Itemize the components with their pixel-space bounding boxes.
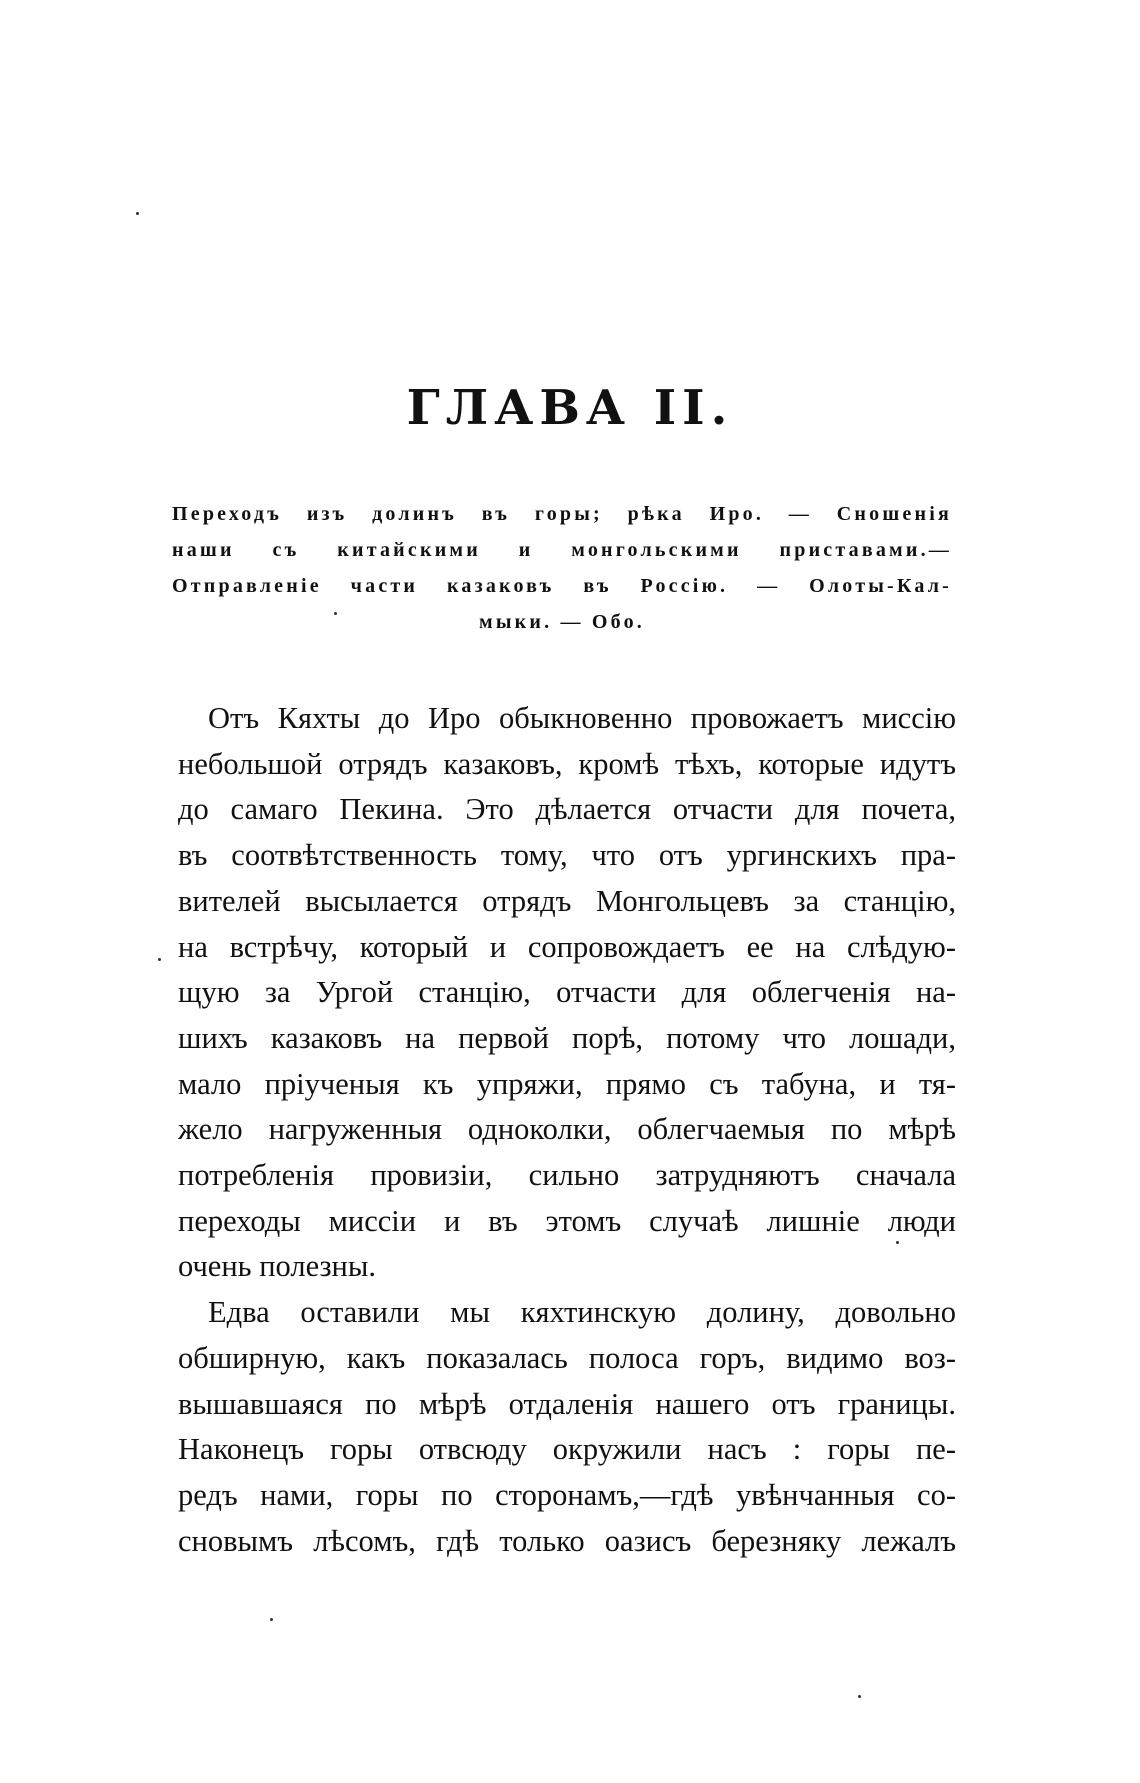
summary-line: Переходъ изъ долинъ въ горы; рѣка Иро. — Сношенія xyxy=(172,503,952,525)
text-line: мало пріученыя къ упряжи, прямо съ табуна, и тя- xyxy=(178,1066,956,1101)
text-line: небольшой отрядъ казаковъ, кромѣ тѣхъ, которые идутъ xyxy=(178,746,956,781)
summary-line: мыки. — Обо. xyxy=(479,611,645,633)
body-text xyxy=(178,696,956,1564)
text-line: очень полезны. xyxy=(178,1249,376,1284)
text-line: редъ нами, горы по сторонамъ,—гдѣ увѣнчанныя со- xyxy=(178,1477,956,1512)
text-line: Наконецъ горы отвсюду окружили насъ : горы пе- xyxy=(178,1432,956,1467)
text-line: жело нагруженныя одноколки, облегчаемыя по мѣрѣ xyxy=(178,1112,956,1147)
text-line: обширную, какъ показалась полоса горъ, видимо воз- xyxy=(178,1340,956,1375)
text-line: шихъ казаковъ на первой порѣ, потому что лошади, xyxy=(178,1020,956,1055)
text-line: Отъ Кяхты до Иро обыкновенно провожаетъ миссію xyxy=(208,701,956,735)
text-line: щую за Ургой станцію, отчасти для облегченія на- xyxy=(178,975,956,1010)
print-speck xyxy=(136,212,139,215)
print-speck xyxy=(896,1241,899,1244)
text-line: потребленія провизіи, сильно затрудняютъ сначала xyxy=(178,1158,956,1193)
text-line: на встрѣчу, который и сопровождаетъ ее на слѣдую- xyxy=(178,929,956,964)
print-speck xyxy=(858,1695,861,1698)
text-line: вышавшаяся по мѣрѣ отдаленія нашего отъ границы. xyxy=(178,1386,956,1421)
summary-line: наши съ китайскими и монгольскими приставами.— xyxy=(172,539,952,561)
text-line: переходы миссіи и въ этомъ случаѣ лишніе люди xyxy=(178,1203,956,1238)
text-line: вителей высылается отрядъ Монгольцевъ за станцію, xyxy=(178,883,956,918)
text-line: въ соотвѣтственность тому, что отъ ургинскихъ пра- xyxy=(178,838,956,873)
print-speck xyxy=(158,958,161,961)
text-line: Едва оставили мы кяхтинскую долину, довольно xyxy=(208,1295,956,1330)
chapter-title: ГЛАВА II. xyxy=(406,380,734,436)
print-speck xyxy=(270,1618,273,1621)
text-line: сновымъ лѣсомъ, гдѣ только оазисъ березняку лежалъ xyxy=(178,1523,956,1558)
paragraph-1 xyxy=(178,696,956,1290)
summary-line: Отправленіе части казаковъ въ Россію. — Олоты-Кал- xyxy=(172,575,952,597)
chapter-summary xyxy=(172,496,952,640)
print-speck xyxy=(334,612,337,615)
paragraph-2 xyxy=(178,1290,956,1564)
text-line: до самаго Пекина. Это дѣлается отчасти для почета, xyxy=(178,792,956,827)
